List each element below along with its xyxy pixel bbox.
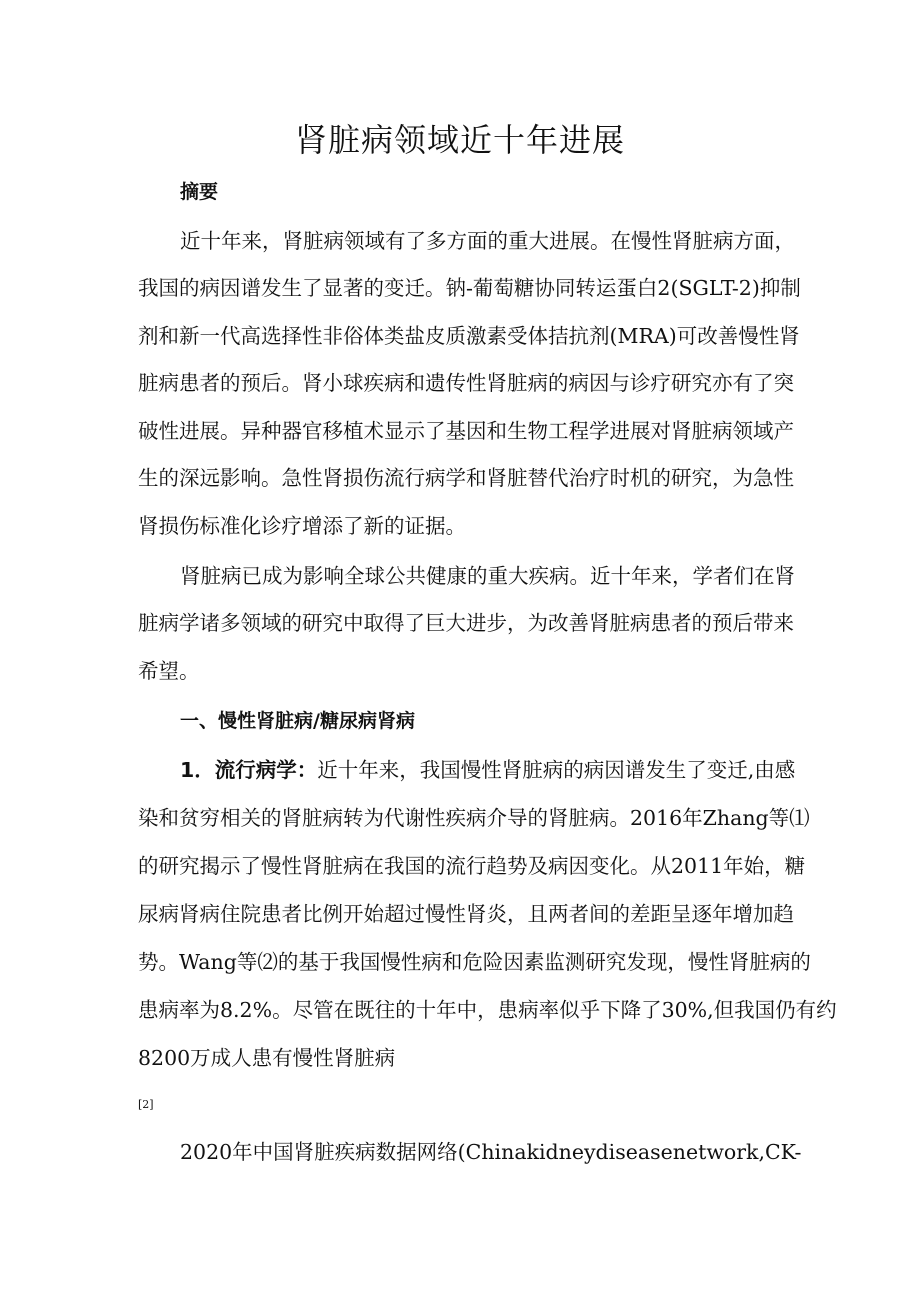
text-line: 肾脏病已成为影响全球公共健康的重大疾病。近十年来，学者们在肾 <box>180 564 795 588</box>
text-line: 近十年来，肾脏病领域有了多方面的重大进展。在慢性肾脏病方面， <box>180 229 795 253</box>
text-line: 2020年中国肾脏疾病数据网络(Chinakidneydiseasenetwork,CK- <box>180 1140 802 1164</box>
text-line: 肾损伤标准化诊疗增添了新的证据。 <box>138 514 466 538</box>
reference-mark: [2] <box>138 1098 154 1111</box>
text-line: 的研究揭示了慢性肾脏病在我国的流行趋势及病因变化。从2011年始，糖 <box>138 854 806 878</box>
text-line: 我国的病因谱发生了显著的变迁。钠-葡萄糖协同转运蛋白2(SGLT-2)抑制 <box>138 276 801 300</box>
section-heading: 一、慢性肾脏病/糖尿病肾病 <box>180 710 415 732</box>
text-line: 8200万成人患有慢性肾脏病 <box>138 1046 396 1070</box>
text-line: 生的深远影响。急性肾损伤流行病学和肾脏替代治疗时机的研究，为急性 <box>138 466 794 490</box>
text-line: 希望。 <box>138 659 200 683</box>
text-line: 剂和新一代高选择性非俗体类盐皮质激素受体拮抗剂(MRA)可改善慢性肾 <box>138 324 800 348</box>
text-line: 染和贫穷相关的肾脏病转为代谢性疾病介导的肾脏病。2016年Zhang等⑴ <box>138 806 810 830</box>
text-line: 患病率为8.2%。尽管在既往的十年中，患病率似乎下降了30%,但我国仍有约 <box>138 998 837 1022</box>
text-line: 尿病肾病住院患者比例开始超过慢性肾炎，且两者间的差距呈逐年增加趋 <box>138 902 794 926</box>
abstract-heading: 摘要 <box>180 181 219 203</box>
text-line: 脏病学诸多领域的研究中取得了巨大进步，为改善肾脏病患者的预后带来 <box>138 611 794 635</box>
text-line <box>180 755 795 785</box>
text-line: 势。Wang等⑵的基于我国慢性病和危险因素监测研究发现，慢性肾脏病的 <box>138 950 811 974</box>
text-run: 近十年来，我国慢性肾脏病的病因谱发生了变迁,由感 <box>317 758 796 782</box>
text-line: 脏病患者的预后。肾小球疾病和遗传性肾脏病的病因与诊疗研究亦有了突 <box>138 371 794 395</box>
text-line: 破性进展。异种器官移植术显示了基因和生物工程学进展对肾脏病领域产 <box>138 419 794 443</box>
document-title: 肾脏病领域近十年进展 <box>294 121 625 159</box>
subsection-label: 1．流行病学： <box>180 758 318 782</box>
